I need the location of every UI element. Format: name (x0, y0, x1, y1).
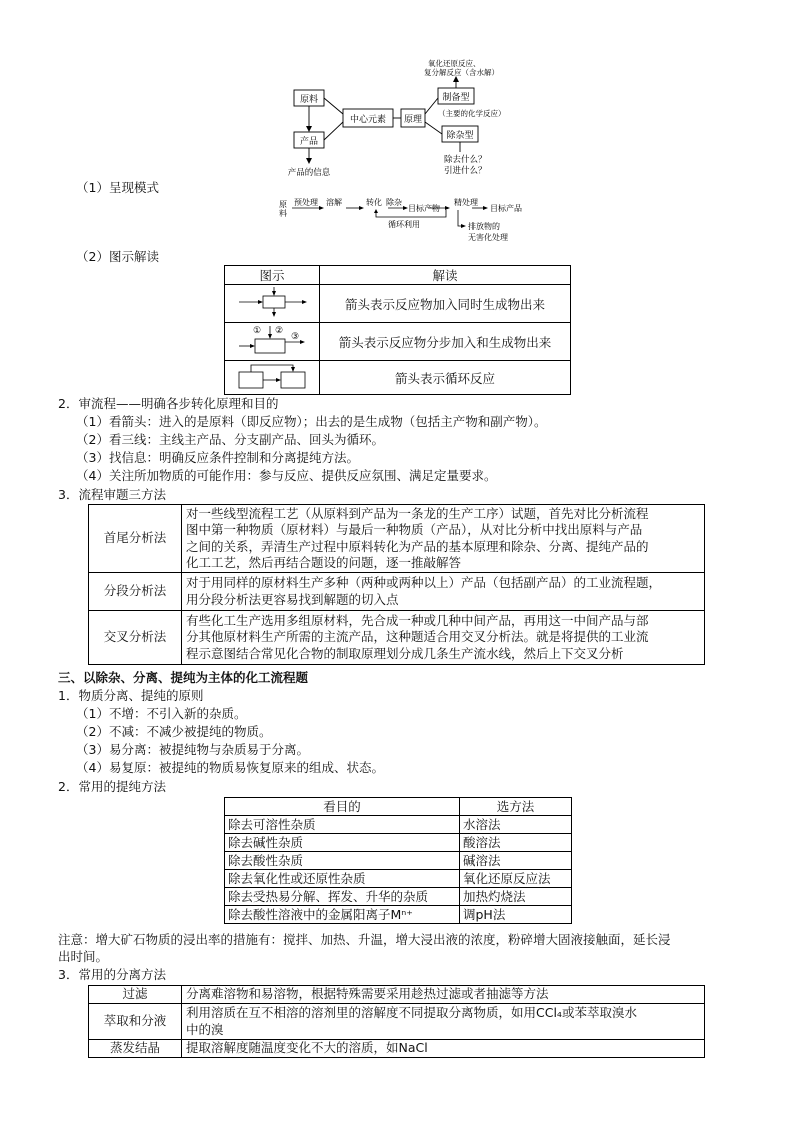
three-methods-table (88, 504, 705, 665)
separation-methods-table (88, 985, 705, 1058)
mark-3: ③ (291, 332, 300, 342)
purpose-cell: 除去碱性杂质 (225, 834, 460, 852)
method-name: 首尾分析法 (89, 505, 182, 573)
table-row (89, 611, 705, 665)
p1-line1: （1）不增：不引入新的杂质。 (76, 706, 247, 721)
p1-line4: （4）易复原：被提纯的物质易恢复原来的组成、状态。 (76, 760, 384, 775)
table4-header-method: 选方法 (460, 798, 572, 816)
p1-line3: （3）易分离：被提纯物与杂质易于分离。 (76, 742, 309, 757)
method-desc: 分离难溶物和易溶物，根据特殊需要采用趁热过滤或者抽滤等方法 (182, 986, 705, 1004)
table-row (89, 986, 705, 1004)
flow-pre: 预处理 (294, 198, 318, 207)
diagram-remove-q1: 除去什么？ (444, 155, 487, 165)
s2-line4: （4）关注所加物质的可能作用：参与反应、提供反应氛围、满足定量要求。 (76, 468, 497, 483)
purpose-cell: 除去可溶性杂质 (225, 816, 460, 834)
purpose-cell: 除去受热易分解、挥发、升华的杂质 (225, 888, 460, 906)
method-cell: 水溶法 (460, 816, 572, 834)
method-cell: 酸溶法 (460, 834, 572, 852)
diagram-reaction-note1: 氧化还原反应、 (428, 59, 481, 68)
method-cell: 碱溶法 (460, 852, 572, 870)
table1-icon-cell-2 (225, 323, 320, 361)
flow-waste2: 无害化处理 (468, 233, 508, 242)
p1-title: 1．物质分离、提纯的原则 (58, 688, 204, 703)
table1-header-diagram: 图示 (225, 266, 320, 285)
p1-line2: （2）不减：不减少被提纯的物质。 (76, 724, 272, 739)
method-desc: 利用溶质在互不相溶的溶剂里的溶解度不同提取分离物质，如用CCl₄或苯萃取溴水 中的溴 (182, 1004, 705, 1040)
p2-title: 2．常用的提纯方法 (58, 779, 166, 794)
flow-recycle: 循环利用 (388, 220, 420, 229)
table1-row3-reading: 箭头表示循环反应 (320, 361, 571, 395)
s3-title: 3．流程审题三方法 (58, 487, 166, 502)
table-row (225, 798, 572, 816)
s2-line1: （1）看箭头：进入的是原料（即反应物）；出去的是生成物（包括主产物和副产物）。 (76, 414, 547, 429)
method-desc: 提取溶解度随温度变化不大的溶质，如NaCl (182, 1040, 705, 1058)
table-row (225, 852, 572, 870)
table-row (225, 870, 572, 888)
method-desc: 对于用同样的原材料生产多种（两种或两种以上）产品（包括副产品）的工业流程题， 用分段分析法更容易找到解题的切入点 (182, 573, 705, 611)
diagram-reading-table (224, 265, 571, 395)
table-row (89, 1004, 705, 1040)
part3-title: 三、以除杂、分离、提纯为主体的化工流程题 (58, 670, 309, 685)
diagram-product: 产品 (299, 137, 319, 147)
table-row (225, 906, 572, 924)
table-row (225, 888, 572, 906)
table1-row2-reading: 箭头表示反应物分步加入和生成物出来 (320, 323, 571, 361)
diagram-raw: 原料 (299, 95, 319, 105)
process-flow-diagram (278, 196, 534, 248)
note-line2: 出时间。 (58, 949, 109, 964)
mark-1: ① (253, 326, 262, 336)
method-name: 分段分析法 (89, 573, 182, 611)
p3-title: 3．常用的分离方法 (58, 967, 166, 982)
table1-row1-reading: 箭头表示反应物加入同时生成物出来 (320, 285, 571, 323)
flow-target2: 目标产品 (490, 204, 522, 213)
flow-dissolve: 溶解 (326, 198, 342, 207)
note-line1: 注意：增大矿石物质的浸出率的措施有：搅拌、加热、升温，增大浸出液的浓度，粉碎增大固液接触面，延长浸 (58, 932, 671, 947)
diagram-reaction-note2: 复分解反应（含水解） (424, 68, 499, 77)
mark-2: ② (275, 326, 284, 336)
section-diagram-reading: （2）图示解读 (76, 249, 159, 264)
diagram-principle: 原理 (403, 115, 423, 125)
diagram-main-reaction: （主要的化学反应） (438, 109, 506, 118)
arrow-in-out-icon (233, 286, 311, 318)
diagram-remove-q2: 引进什么？ (444, 166, 487, 176)
table-row (89, 1040, 705, 1058)
diagram-product-info: 产品的信息 (287, 168, 331, 178)
flow-waste1: 排放物的 (468, 222, 500, 231)
flow-convert: 转化 (366, 198, 382, 207)
flow-target1: 目标产物 (408, 204, 440, 213)
center-element-diagram (280, 58, 540, 180)
flow-remove: 除杂 (386, 198, 402, 207)
method-desc: 对一些线型流程工艺（从原料到产品为一条龙的生产工序）试题，首先对比分析流程 图中第一种物质（原材料）与最后一种物质（产品），从对比分析中找出原料与产品 之间的关系，弄清生产过程中原料转化为产品的基本原理和除杂、分离、提纯产品的 化工工艺，然后再结合题设的问题，逐一推敲解答 (182, 505, 705, 573)
method-cell: 调pH法 (460, 906, 572, 924)
s2-line2: （2）看三线：主线主产品、分支副产品、回头为循环。 (76, 432, 384, 447)
flow-raw1: 原 (279, 200, 287, 209)
purpose-cell: 除去氧化性或还原性杂质 (225, 870, 460, 888)
table-row (89, 505, 705, 573)
s2-line3: （3）找信息：明确反应条件控制和分离提纯方法。 (76, 450, 359, 465)
purpose-cell: 除去酸性杂质 (225, 852, 460, 870)
table-row (89, 573, 705, 611)
method-name: 蒸发结晶 (89, 1040, 182, 1058)
method-cell: 氧化还原反应法 (460, 870, 572, 888)
method-name: 过滤 (89, 986, 182, 1004)
s2-title: 2．审流程——明确各步转化原理和目的 (58, 396, 279, 411)
purification-methods-table (224, 797, 572, 924)
table-row (225, 816, 572, 834)
flow-raw2: 料 (279, 209, 287, 218)
table1-header-reading: 解读 (320, 266, 571, 285)
table1-icon-cell-1 (225, 285, 320, 323)
section-present-mode: （1）呈现模式 (76, 180, 159, 195)
method-cell: 加热灼烧法 (460, 888, 572, 906)
flow-refine: 精处理 (454, 198, 478, 207)
method-name: 交叉分析法 (89, 611, 182, 665)
table1-icon-cell-3 (225, 361, 320, 395)
table4-header-purpose: 看目的 (225, 798, 460, 816)
method-name: 萃取和分液 (89, 1004, 182, 1040)
diagram-center: 中心元素 (349, 115, 387, 125)
diagram-removal: 除杂型 (446, 131, 474, 141)
cycle-arrow-icon (233, 362, 311, 390)
purpose-cell: 除去酸性溶液中的金属阳离子Mⁿ⁺ (225, 906, 460, 924)
diagram-prep: 制备型 (442, 93, 470, 103)
method-desc: 有些化工生产选用多组原材料，先合成一种或几种中间产品，再用这一中间产品与部 分其他原材料生产所需的主流产品，这种题适合用交叉分析法。就是将提供的工业流 程示意图结合常见化合物的制取原理划分成几条生产流水线，然后上下交叉分析 (182, 611, 705, 665)
stepwise-arrow-icon (233, 324, 311, 356)
table-row (225, 834, 572, 852)
